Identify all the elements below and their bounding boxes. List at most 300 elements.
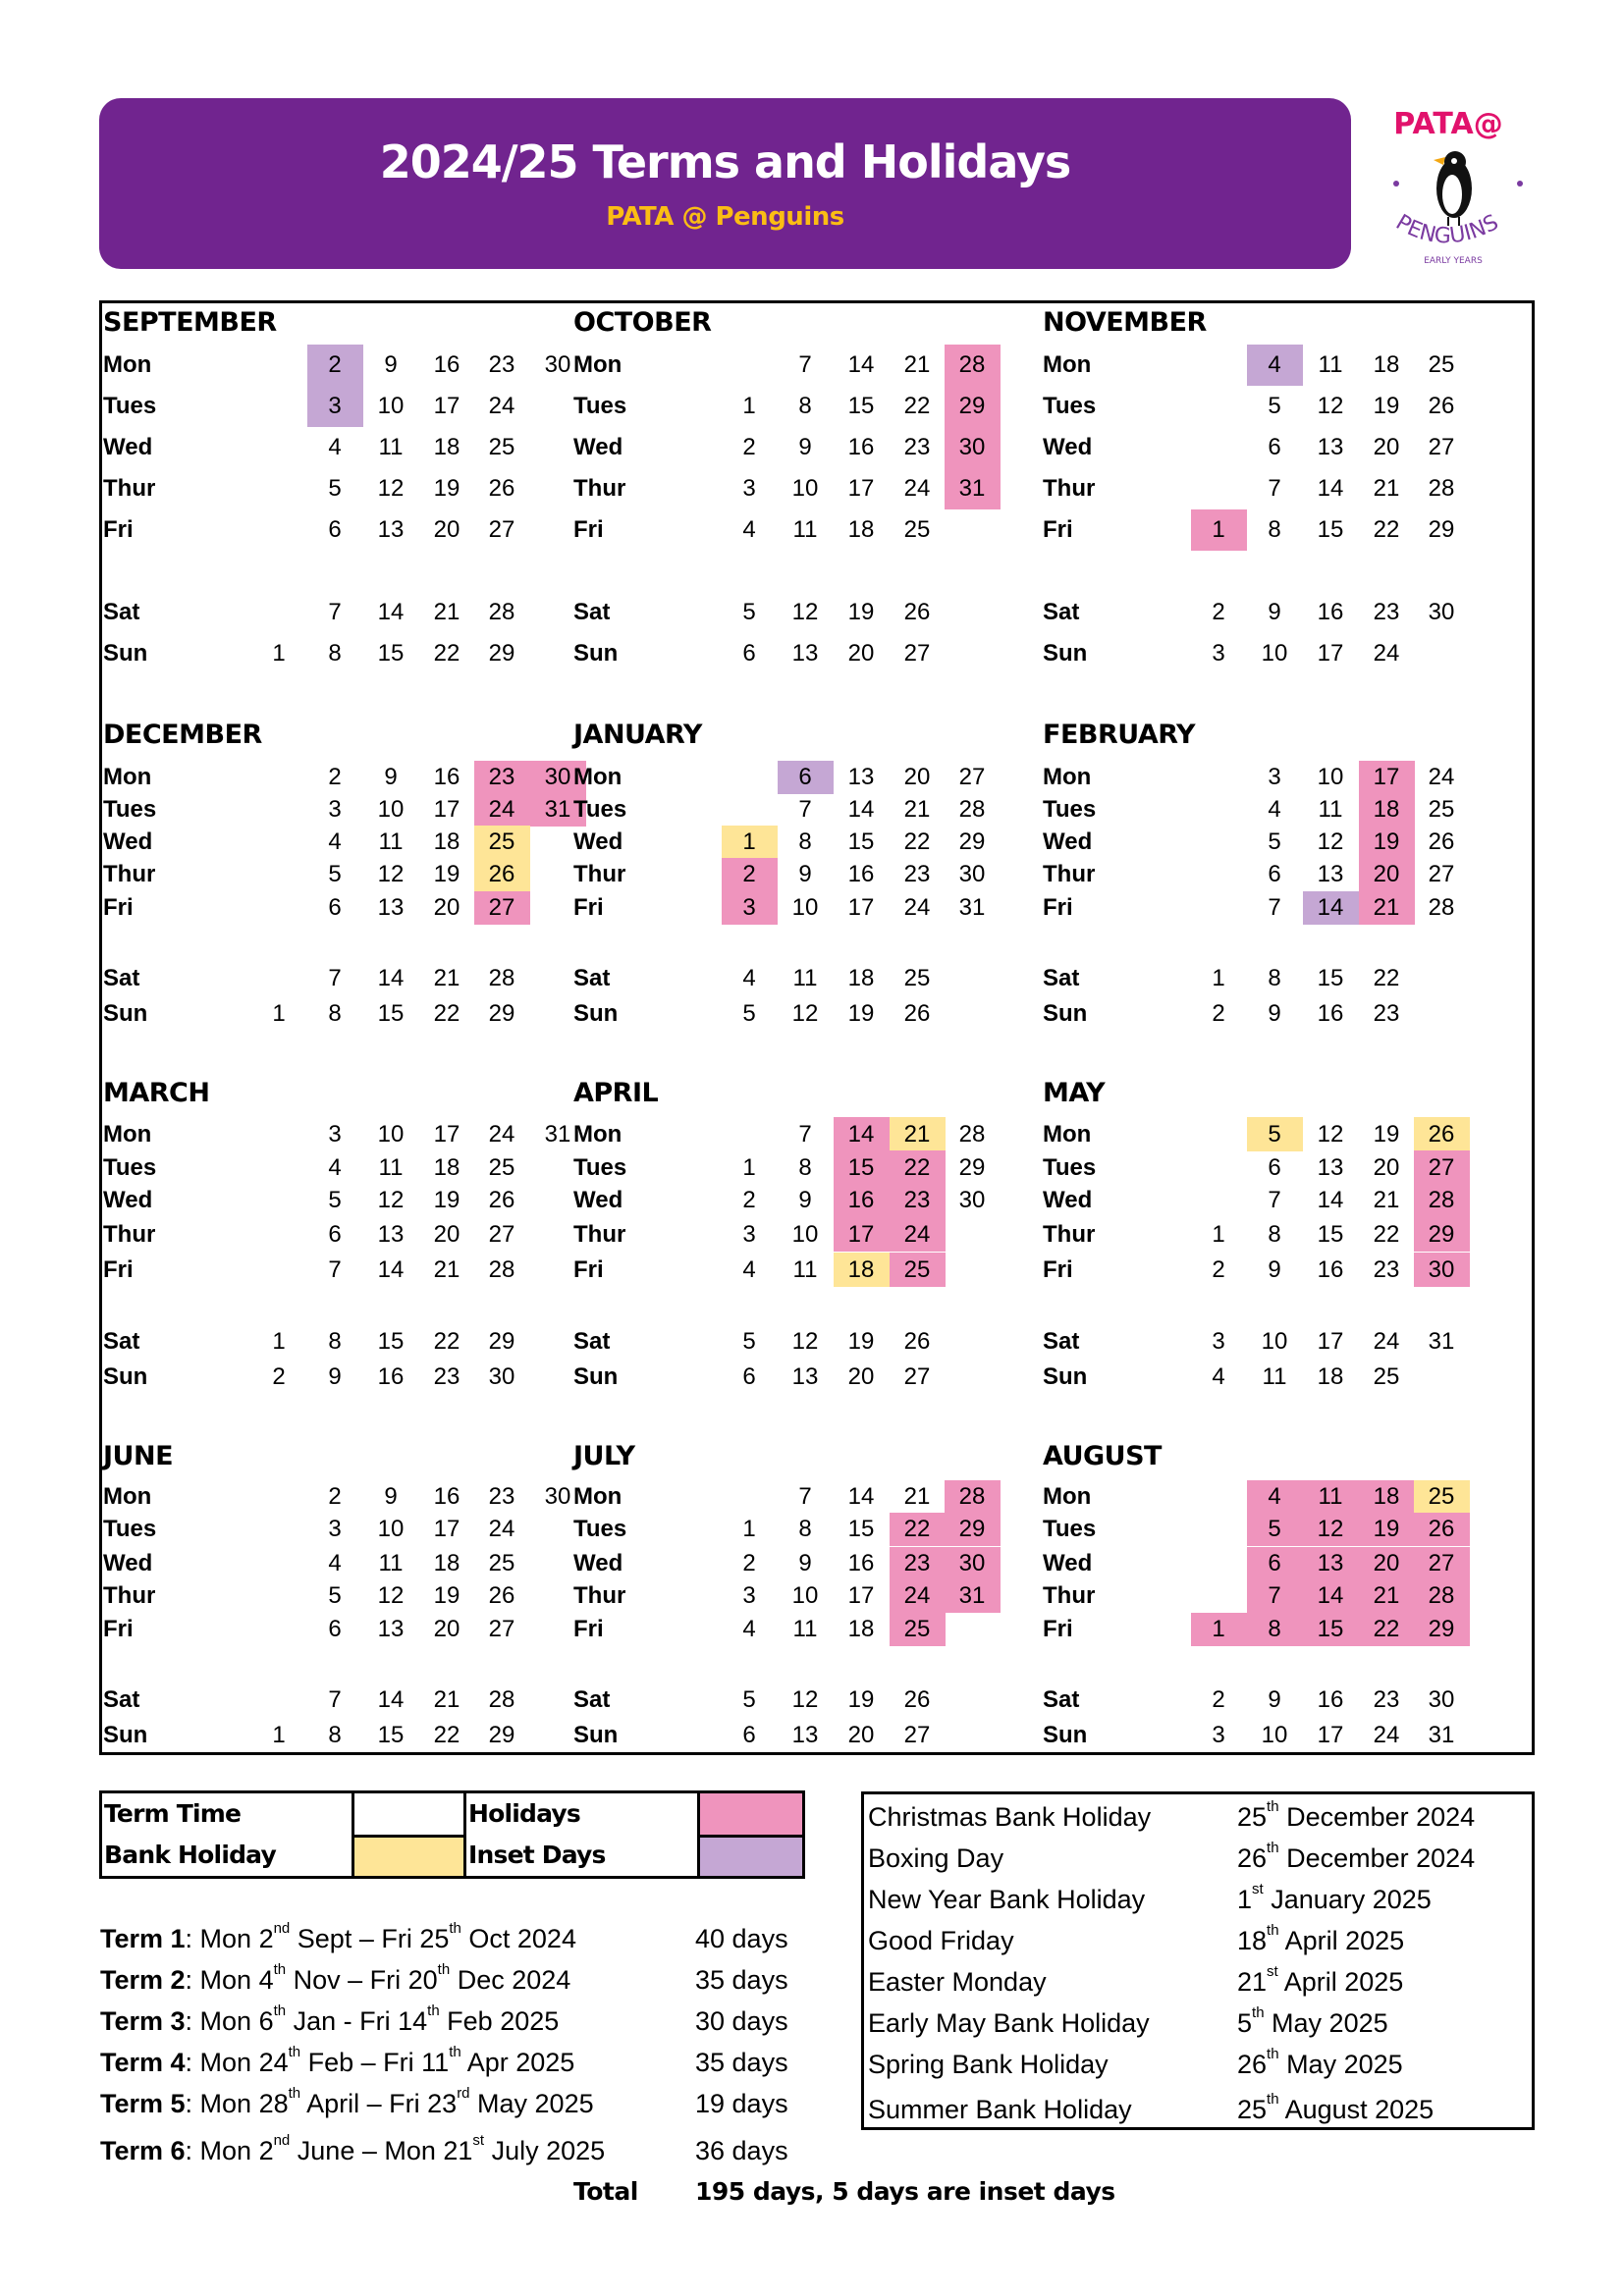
day-cell: 26 bbox=[488, 475, 515, 502]
day-cell-inset: 6 bbox=[778, 761, 834, 794]
day-label: Sun bbox=[103, 640, 148, 667]
day-label: Mon bbox=[573, 1483, 623, 1510]
day-cell: 12 bbox=[791, 1327, 819, 1355]
day-cell: 21 bbox=[1373, 475, 1400, 502]
day-cell: 13 bbox=[847, 764, 875, 790]
day-cell-holiday: 16 bbox=[834, 1183, 890, 1217]
bank-holiday-name: Good Friday bbox=[868, 1926, 1014, 1955]
day-cell: 5 bbox=[328, 861, 342, 887]
day-cell-holiday: 18 bbox=[1359, 793, 1415, 827]
day-cell: 31 bbox=[958, 894, 986, 921]
day-cell: 9 bbox=[328, 1362, 342, 1390]
day-label: Sun bbox=[573, 1722, 619, 1748]
day-cell: 30 bbox=[544, 351, 571, 378]
day-cell: 17 bbox=[433, 796, 460, 823]
day-cell: 24 bbox=[1373, 640, 1400, 667]
term-label: Term 6 bbox=[100, 2136, 186, 2165]
day-cell-holiday: 23 bbox=[890, 1183, 946, 1217]
legend-bank-holiday-label: Bank Holiday bbox=[104, 1841, 276, 1869]
month-name: JULY bbox=[573, 1441, 635, 1471]
day-cell: 21 bbox=[903, 1483, 931, 1510]
bank-holiday-name: Spring Bank Holiday bbox=[868, 2050, 1109, 2079]
day-cell: 18 bbox=[433, 1550, 460, 1576]
day-label: Sat bbox=[103, 965, 140, 991]
day-cell: 14 bbox=[377, 599, 405, 625]
day-cell: 24 bbox=[488, 393, 515, 419]
day-cell-holiday: 14 bbox=[1303, 1579, 1359, 1613]
day-cell: 17 bbox=[847, 475, 875, 502]
day-cell-holiday: 11 bbox=[1303, 1480, 1359, 1514]
day-label: Sat bbox=[573, 965, 611, 991]
day-cell-holiday: 25 bbox=[890, 1253, 946, 1287]
day-cell: 15 bbox=[1317, 516, 1344, 543]
day-cell: 4 bbox=[1268, 796, 1281, 823]
day-cell: 7 bbox=[1268, 894, 1281, 921]
day-cell-bank: 21 bbox=[890, 1117, 946, 1151]
day-cell: 4 bbox=[328, 434, 342, 460]
day-cell: 2 bbox=[742, 1550, 756, 1576]
day-cell: 29 bbox=[488, 1000, 515, 1027]
day-cell: 24 bbox=[488, 1120, 515, 1148]
day-label: Mon bbox=[1043, 1120, 1092, 1148]
bank-holiday-date: 26th December 2024 bbox=[1237, 1840, 1476, 1873]
day-cell: 15 bbox=[377, 1327, 405, 1355]
day-cell: 11 bbox=[1318, 351, 1343, 378]
day-cell: 15 bbox=[377, 640, 405, 667]
day-label: Fri bbox=[103, 1616, 134, 1642]
bank-holiday-date: 25th December 2024 bbox=[1237, 1798, 1476, 1832]
day-cell: 30 bbox=[1428, 1686, 1455, 1713]
day-cell-holiday: 28 bbox=[945, 1480, 1001, 1514]
day-cell: 22 bbox=[903, 828, 931, 855]
term-line bbox=[100, 2044, 575, 2078]
day-cell: 16 bbox=[1317, 1686, 1344, 1713]
day-label: Fri bbox=[573, 1255, 604, 1283]
day-cell: 5 bbox=[328, 475, 342, 502]
day-cell: 26 bbox=[903, 599, 931, 625]
term-label: Term 2 bbox=[100, 1965, 186, 1995]
day-cell: 16 bbox=[847, 1550, 875, 1576]
day-cell: 13 bbox=[1317, 861, 1344, 887]
day-cell-holiday: 19 bbox=[1359, 826, 1415, 859]
day-cell: 17 bbox=[1317, 1327, 1344, 1355]
day-cell: 16 bbox=[433, 764, 460, 790]
day-cell: 24 bbox=[488, 1516, 515, 1542]
day-label: Sat bbox=[1043, 1686, 1080, 1713]
day-cell: 7 bbox=[798, 1483, 812, 1510]
day-cell: 31 bbox=[1428, 1327, 1455, 1355]
day-cell: 27 bbox=[1428, 861, 1455, 887]
day-cell-holiday: 28 bbox=[1414, 1183, 1470, 1217]
day-label: Mon bbox=[1043, 351, 1092, 378]
day-cell: 21 bbox=[903, 351, 931, 378]
day-label: Tues bbox=[1043, 796, 1097, 823]
day-cell: 13 bbox=[377, 1616, 405, 1642]
day-cell-holiday: 12 bbox=[1303, 1513, 1359, 1546]
day-cell: 6 bbox=[742, 1722, 756, 1748]
day-cell-holiday: 17 bbox=[1359, 761, 1415, 794]
month-name: AUGUST bbox=[1043, 1441, 1162, 1471]
day-cell: 4 bbox=[742, 1616, 756, 1642]
pata-penguins-logo bbox=[1370, 98, 1527, 270]
day-label: Fri bbox=[573, 516, 604, 543]
bank-holidays-table bbox=[861, 1791, 1535, 2130]
day-cell-holiday: 24 bbox=[890, 1579, 946, 1613]
day-label: Sun bbox=[1043, 640, 1088, 667]
term-dates: : Mon 2nd Sept – Fri 25th Oct 2024 bbox=[185, 1920, 576, 1953]
day-cell: 11 bbox=[792, 516, 818, 543]
day-cell: 5 bbox=[1268, 393, 1281, 419]
day-cell: 27 bbox=[488, 516, 515, 543]
day-cell: 5 bbox=[328, 1582, 342, 1609]
day-label: Thur bbox=[573, 1220, 626, 1248]
day-cell: 17 bbox=[433, 1120, 460, 1148]
day-cell-holiday: 21 bbox=[1359, 891, 1415, 925]
day-cell: 4 bbox=[328, 1153, 342, 1181]
day-cell: 8 bbox=[798, 1516, 812, 1542]
day-cell: 29 bbox=[958, 828, 986, 855]
day-cell: 7 bbox=[328, 599, 342, 625]
day-cell: 4 bbox=[742, 965, 756, 991]
day-cell: 18 bbox=[433, 434, 460, 460]
day-cell: 7 bbox=[1268, 1186, 1281, 1213]
day-cell: 9 bbox=[1268, 599, 1281, 625]
day-cell-bank: 1 bbox=[722, 826, 778, 859]
day-cell: 21 bbox=[433, 965, 460, 991]
legend-inset-days-label: Inset Days bbox=[463, 1835, 697, 1876]
day-label: Mon bbox=[573, 351, 623, 378]
day-cell: 27 bbox=[488, 1616, 515, 1642]
day-cell: 13 bbox=[1317, 434, 1344, 460]
day-cell: 8 bbox=[798, 1153, 812, 1181]
day-cell-holiday: 20 bbox=[1359, 858, 1415, 891]
bank-holiday-date: 5th May 2025 bbox=[1237, 2004, 1388, 2038]
day-cell: 20 bbox=[433, 1616, 460, 1642]
day-cell: 30 bbox=[958, 861, 986, 887]
svg-text:EARLY YEARS: EARLY YEARS bbox=[1424, 256, 1483, 266]
svg-text:PATA@: PATA@ bbox=[1393, 107, 1503, 141]
day-label: Fri bbox=[103, 1255, 134, 1283]
day-label: Sat bbox=[573, 1686, 611, 1713]
day-cell: 9 bbox=[1268, 1686, 1281, 1713]
day-label: Tues bbox=[573, 393, 627, 419]
day-label: Sat bbox=[573, 599, 611, 625]
term-days: 35 days bbox=[695, 2048, 788, 2077]
day-label: Thur bbox=[1043, 1220, 1096, 1248]
day-cell: 1 bbox=[272, 1000, 286, 1027]
day-cell-holiday: 21 bbox=[1359, 1579, 1415, 1613]
term-line bbox=[100, 2132, 606, 2166]
day-label: Sun bbox=[103, 1722, 148, 1748]
day-cell-holiday: 1 bbox=[1191, 509, 1247, 551]
day-cell: 3 bbox=[742, 475, 756, 502]
day-cell: 5 bbox=[742, 1000, 756, 1027]
day-cell: 12 bbox=[377, 861, 405, 887]
day-label: Fri bbox=[103, 894, 134, 921]
month-name: JANUARY bbox=[573, 720, 702, 750]
day-cell: 11 bbox=[378, 828, 404, 855]
day-label: Tues bbox=[103, 796, 157, 823]
day-cell: 23 bbox=[903, 861, 931, 887]
day-cell: 18 bbox=[847, 1616, 875, 1642]
day-cell: 29 bbox=[1428, 516, 1455, 543]
day-cell-inset: 2 bbox=[307, 345, 363, 386]
penguin-icon bbox=[1370, 98, 1527, 270]
day-cell: 28 bbox=[958, 1120, 986, 1148]
term-days: 19 days bbox=[695, 2089, 788, 2118]
total-value: 195 days, 5 days are inset days bbox=[695, 2177, 1115, 2206]
day-cell-holiday: 13 bbox=[1303, 1547, 1359, 1580]
day-cell-holiday: 25 bbox=[890, 1613, 946, 1646]
day-cell: 10 bbox=[1261, 1722, 1288, 1748]
day-cell: 2 bbox=[328, 764, 342, 790]
day-label: Tues bbox=[103, 393, 157, 419]
day-cell: 7 bbox=[328, 1686, 342, 1713]
day-cell: 26 bbox=[1428, 393, 1455, 419]
day-cell-inset: 14 bbox=[1303, 891, 1359, 925]
day-label: Fri bbox=[1043, 516, 1073, 543]
day-cell: 15 bbox=[377, 1000, 405, 1027]
day-cell: 22 bbox=[1373, 965, 1400, 991]
day-cell-holiday: 14 bbox=[834, 1117, 890, 1151]
day-label: Tues bbox=[573, 796, 627, 823]
day-cell: 17 bbox=[433, 1516, 460, 1542]
month-name: MAY bbox=[1043, 1078, 1106, 1108]
day-cell-holiday: 28 bbox=[1414, 1579, 1470, 1613]
day-cell-holiday: 27 bbox=[1414, 1547, 1470, 1580]
day-label: Fri bbox=[573, 894, 604, 921]
day-label: Wed bbox=[573, 434, 623, 460]
day-cell: 21 bbox=[433, 1686, 460, 1713]
day-cell: 30 bbox=[488, 1362, 515, 1390]
day-cell: 8 bbox=[798, 828, 812, 855]
term-line bbox=[100, 1920, 576, 1954]
bank-holiday-date: 18th April 2025 bbox=[1237, 1922, 1405, 1955]
day-cell-holiday: 15 bbox=[834, 1150, 890, 1185]
day-cell: 23 bbox=[1373, 599, 1400, 625]
day-cell-holiday: 29 bbox=[1414, 1217, 1470, 1252]
day-cell: 9 bbox=[384, 351, 398, 378]
day-cell: 8 bbox=[798, 393, 812, 419]
day-label: Thur bbox=[103, 1220, 156, 1248]
day-cell: 16 bbox=[1317, 1000, 1344, 1027]
day-cell: 12 bbox=[377, 1186, 405, 1213]
day-cell: 25 bbox=[488, 1550, 515, 1576]
day-cell: 1 bbox=[272, 1722, 286, 1748]
day-label: Thur bbox=[1043, 861, 1096, 887]
bank-holiday-date: 26th May 2025 bbox=[1237, 2046, 1403, 2079]
bank-holiday-name: Early May Bank Holiday bbox=[868, 2008, 1150, 2038]
day-label: Mon bbox=[1043, 764, 1092, 790]
day-cell: 3 bbox=[742, 1582, 756, 1609]
day-cell: 21 bbox=[1373, 1186, 1400, 1213]
day-cell: 16 bbox=[433, 1483, 460, 1510]
title-banner bbox=[99, 98, 1351, 269]
bank-holiday-date: 21st April 2025 bbox=[1237, 1963, 1404, 1997]
day-cell: 1 bbox=[742, 1516, 756, 1542]
day-cell: 17 bbox=[847, 894, 875, 921]
legend-holidays-swatch bbox=[697, 1793, 802, 1835]
day-label: Tues bbox=[573, 1516, 627, 1542]
day-cell-holiday: 27 bbox=[474, 891, 530, 925]
day-cell: 19 bbox=[433, 1186, 460, 1213]
day-cell: 10 bbox=[1261, 640, 1288, 667]
day-cell: 19 bbox=[433, 475, 460, 502]
day-cell: 31 bbox=[1428, 1722, 1455, 1748]
day-cell-holiday: 4 bbox=[1247, 1480, 1303, 1514]
day-cell-inset: 3 bbox=[307, 386, 363, 427]
day-cell: 10 bbox=[1261, 1327, 1288, 1355]
day-cell: 6 bbox=[1268, 861, 1281, 887]
bank-holiday-name: Summer Bank Holiday bbox=[868, 2095, 1132, 2124]
day-cell-inset: 4 bbox=[1247, 345, 1303, 386]
day-cell: 3 bbox=[328, 796, 342, 823]
day-cell: 6 bbox=[328, 894, 342, 921]
month-name: OCTOBER bbox=[573, 307, 712, 338]
month-name: NOVEMBER bbox=[1043, 307, 1207, 338]
day-label: Tues bbox=[103, 1516, 157, 1542]
day-cell: 13 bbox=[377, 1220, 405, 1248]
day-cell: 13 bbox=[791, 640, 819, 667]
day-cell: 1 bbox=[272, 640, 286, 667]
day-cell: 16 bbox=[1317, 599, 1344, 625]
day-cell: 10 bbox=[377, 1120, 405, 1148]
day-cell: 20 bbox=[1373, 434, 1400, 460]
day-label: Wed bbox=[573, 828, 623, 855]
day-cell: 20 bbox=[1373, 1153, 1400, 1181]
day-cell: 30 bbox=[544, 1483, 571, 1510]
day-cell: 22 bbox=[433, 1327, 460, 1355]
day-cell: 28 bbox=[1428, 894, 1455, 921]
day-cell: 19 bbox=[847, 1327, 875, 1355]
day-cell: 3 bbox=[1212, 1327, 1225, 1355]
day-cell: 23 bbox=[433, 1362, 460, 1390]
day-cell: 19 bbox=[847, 1686, 875, 1713]
legend-inset-days-swatch bbox=[697, 1835, 802, 1876]
bank-holiday-name: New Year Bank Holiday bbox=[868, 1885, 1146, 1914]
day-label: Wed bbox=[1043, 1186, 1093, 1213]
day-cell-holiday: 3 bbox=[722, 891, 778, 925]
bank-holiday-name: Christmas Bank Holiday bbox=[868, 1802, 1152, 1832]
day-cell: 21 bbox=[903, 796, 931, 823]
day-label: Fri bbox=[1043, 1616, 1073, 1642]
day-cell-bank: 26 bbox=[1414, 1117, 1470, 1151]
day-cell: 10 bbox=[791, 1582, 819, 1609]
day-cell: 15 bbox=[847, 1516, 875, 1542]
day-cell: 23 bbox=[903, 434, 931, 460]
day-cell: 24 bbox=[1373, 1327, 1400, 1355]
day-cell: 5 bbox=[742, 1686, 756, 1713]
day-cell: 31 bbox=[544, 1120, 571, 1148]
day-cell: 18 bbox=[1373, 351, 1400, 378]
day-label: Mon bbox=[103, 1120, 152, 1148]
day-cell-holiday: 31 bbox=[945, 468, 1001, 509]
day-label: Wed bbox=[573, 1186, 623, 1213]
day-cell: 30 bbox=[958, 1186, 986, 1213]
day-cell: 26 bbox=[488, 1582, 515, 1609]
day-cell-holiday: 1 bbox=[1191, 1613, 1247, 1646]
day-label: Sun bbox=[1043, 1000, 1088, 1027]
day-cell: 6 bbox=[328, 1616, 342, 1642]
day-label: Sun bbox=[573, 1362, 619, 1390]
day-cell: 13 bbox=[1317, 1153, 1344, 1181]
day-cell: 8 bbox=[1268, 516, 1281, 543]
day-cell: 9 bbox=[798, 861, 812, 887]
day-cell: 27 bbox=[488, 1220, 515, 1248]
day-cell-holiday: 22 bbox=[890, 1513, 946, 1546]
day-cell: 27 bbox=[958, 764, 986, 790]
day-cell: 23 bbox=[1373, 1000, 1400, 1027]
day-cell: 10 bbox=[791, 1220, 819, 1248]
day-cell: 4 bbox=[742, 1255, 756, 1283]
day-cell: 17 bbox=[1317, 640, 1344, 667]
day-cell-holiday: 17 bbox=[834, 1217, 890, 1252]
day-label: Tues bbox=[573, 1153, 627, 1181]
term-dates: : Mon 28th April – Fri 23rd May 2025 bbox=[185, 2085, 594, 2118]
day-label: Sat bbox=[103, 1327, 140, 1355]
day-label: Sat bbox=[1043, 599, 1080, 625]
day-cell: 28 bbox=[488, 599, 515, 625]
day-cell-holiday: 28 bbox=[945, 345, 1001, 386]
day-cell: 12 bbox=[1317, 393, 1344, 419]
day-cell: 13 bbox=[791, 1722, 819, 1748]
term-dates: : Mon 2nd June – Mon 21st July 2025 bbox=[185, 2132, 606, 2165]
day-cell: 2 bbox=[1212, 599, 1225, 625]
day-cell: 26 bbox=[1428, 828, 1455, 855]
term-dates: : Mon 4th Nov – Fri 20th Dec 2024 bbox=[185, 1961, 571, 1995]
day-cell-bank: 5 bbox=[1247, 1117, 1303, 1151]
day-cell: 6 bbox=[1268, 434, 1281, 460]
day-label: Mon bbox=[573, 764, 623, 790]
day-cell-holiday: 2 bbox=[722, 858, 778, 891]
day-label: Mon bbox=[573, 1120, 623, 1148]
day-cell-bank: 25 bbox=[1414, 1480, 1470, 1514]
day-cell: 20 bbox=[847, 1362, 875, 1390]
day-cell: 22 bbox=[1373, 1220, 1400, 1248]
day-cell: 2 bbox=[272, 1362, 286, 1390]
day-cell: 8 bbox=[328, 1000, 342, 1027]
day-cell: 15 bbox=[1317, 965, 1344, 991]
day-cell: 12 bbox=[1317, 1120, 1344, 1148]
day-cell: 18 bbox=[1317, 1362, 1344, 1390]
day-cell: 2 bbox=[1212, 1686, 1225, 1713]
total-label: Total bbox=[573, 2177, 638, 2206]
day-label: Sun bbox=[1043, 1362, 1088, 1390]
day-label: Fri bbox=[573, 1616, 604, 1642]
day-cell: 18 bbox=[847, 516, 875, 543]
page-subtitle: PATA @ Penguins bbox=[606, 202, 844, 232]
day-cell: 26 bbox=[903, 1686, 931, 1713]
day-cell: 7 bbox=[798, 351, 812, 378]
day-cell: 14 bbox=[1317, 1186, 1344, 1213]
day-cell-holiday: 23 bbox=[474, 761, 530, 794]
day-label: Fri bbox=[1043, 1255, 1073, 1283]
day-cell: 8 bbox=[328, 1722, 342, 1748]
day-cell-holiday: 26 bbox=[1414, 1513, 1470, 1546]
day-cell-holiday: 19 bbox=[1359, 1513, 1415, 1546]
day-cell: 10 bbox=[791, 894, 819, 921]
day-cell: 27 bbox=[1428, 434, 1455, 460]
day-cell: 20 bbox=[433, 1220, 460, 1248]
day-cell: 19 bbox=[847, 599, 875, 625]
day-cell: 14 bbox=[377, 965, 405, 991]
day-label: Thur bbox=[573, 1582, 626, 1609]
day-label: Mon bbox=[103, 351, 152, 378]
day-label: Sun bbox=[103, 1000, 148, 1027]
day-label: Mon bbox=[103, 764, 152, 790]
day-cell: 20 bbox=[847, 1722, 875, 1748]
day-cell: 28 bbox=[488, 1686, 515, 1713]
